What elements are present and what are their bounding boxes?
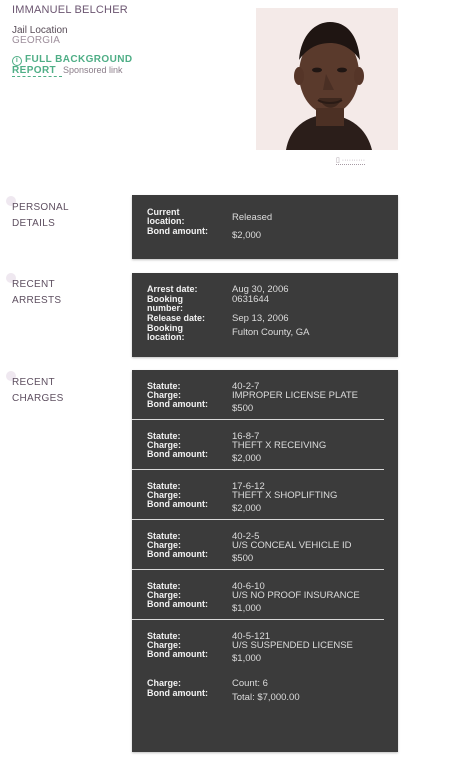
statute-value: 40-5-121: [232, 631, 271, 642]
charge-bond-row: [132, 450, 384, 464]
charge-bond-label: Bond amount:: [147, 449, 208, 459]
charge-label: Charge:: [147, 590, 182, 600]
charge-bond-row: [132, 400, 384, 414]
booking-location-label: Booking location:: [147, 323, 185, 342]
bond-value: $2,000: [232, 230, 262, 241]
charge-value: U/S NO PROOF INSURANCE: [232, 590, 360, 601]
mugshot-image: [256, 8, 398, 150]
statute-value: 16-8-7: [232, 431, 260, 442]
charge-bond-value: $2,000: [232, 503, 262, 514]
release-date-row: [132, 314, 398, 323]
booking-number-label: Booking number:: [147, 294, 183, 313]
statute-value: 17-6-12: [232, 481, 265, 492]
charge-bond-value: $2,000: [232, 453, 262, 464]
report-line-1: FULL BACKGROUND: [25, 54, 133, 65]
booking-number-row: [132, 295, 398, 313]
charge-label: Charge:: [147, 540, 182, 550]
release-date-label: Release date:: [147, 313, 206, 323]
personal-title-line1: PERSONAL: [12, 202, 69, 213]
personal-details-title: [12, 200, 69, 232]
charge-label: Charge:: [147, 440, 182, 450]
charge-bond-row: [132, 600, 384, 614]
link-underline: [12, 76, 62, 77]
statute-label: Statute:: [147, 581, 181, 591]
current-location-value: Released: [232, 212, 273, 223]
charges-list: [132, 370, 398, 669]
charge-label: Charge:: [147, 490, 182, 500]
booking-number-value: 0631644: [232, 294, 269, 305]
statute-label: Statute:: [147, 531, 181, 541]
info-icon: i: [12, 56, 22, 66]
sponsored-link-label: Sponsored link: [63, 65, 123, 75]
charge-value: THEFT X RECEIVING: [232, 440, 327, 451]
statute-label: Statute:: [147, 631, 181, 641]
summary-charge-row: [132, 679, 384, 688]
charge-block: [132, 470, 384, 520]
charge-block: [132, 420, 384, 470]
mugshot-photo: [256, 8, 398, 150]
summary-total: Total: $7,000.00: [232, 692, 300, 703]
arrest-date-label: Arrest date:: [147, 284, 198, 294]
charge-block: [132, 620, 384, 669]
arrests-title-line2: ARRESTS: [12, 295, 62, 306]
booking-location-row: [132, 324, 398, 342]
personal-details-card: [132, 195, 398, 259]
charge-value: U/S CONCEAL VEHICLE ID: [232, 540, 352, 551]
charge-label: Charge:: [147, 390, 182, 400]
arrest-date-row: [132, 285, 398, 294]
recent-charges-card: [132, 370, 398, 752]
charge-bond-label: Bond amount:: [147, 649, 208, 659]
charge-bond-value: $500: [232, 403, 254, 414]
photo-disclaimer-link[interactable]: ▯ ··········: [336, 157, 366, 164]
charge-bond-label: Bond amount:: [147, 599, 208, 609]
state-label: GEORGIA: [12, 35, 61, 46]
arrests-title-line1: RECENT: [12, 279, 55, 290]
charge-block: [132, 520, 384, 570]
statute-value: 40-2-7: [232, 381, 260, 392]
statute-label: Statute:: [147, 481, 181, 491]
charges-summary: [132, 669, 384, 708]
charge-bond-value: $1,000: [232, 603, 262, 614]
charge-value: THEFT X SHOPLIFTING: [232, 490, 338, 501]
charges-title-line2: CHARGES: [12, 393, 64, 404]
charge-block: [132, 570, 384, 620]
report-line-2: REPORT: [12, 65, 57, 76]
arrest-date-value: Aug 30, 2006: [232, 284, 289, 295]
charge-bond-value: $1,000: [232, 653, 262, 664]
charge-bond-row: [132, 550, 384, 564]
recent-arrests-title: [12, 277, 61, 309]
summary-count: Count: 6: [232, 678, 268, 689]
recent-arrests-card: [132, 273, 398, 357]
bond-row: [132, 227, 398, 241]
charge-label: Charge:: [147, 640, 182, 650]
bond-label: Bond amount:: [147, 226, 208, 236]
statute-label: Statute:: [147, 381, 181, 391]
charge-bond-value: $500: [232, 553, 254, 564]
charge-value: IMPROPER LICENSE PLATE: [232, 390, 358, 401]
summary-bond-row: [132, 689, 384, 703]
release-date-value: Sep 13, 2006: [232, 313, 289, 324]
booking-location-value: Fulton County, GA: [232, 327, 310, 338]
current-location-row: [132, 208, 398, 226]
summary-bond-label: Bond amount:: [147, 688, 208, 698]
charge-bond-row: [132, 650, 384, 664]
inmate-name: IMMANUEL BELCHER: [12, 4, 128, 16]
summary-charge-label: Charge:: [147, 678, 182, 688]
charge-bond-label: Bond amount:: [147, 499, 208, 509]
charge-block: [132, 370, 384, 420]
charge-bond-label: Bond amount:: [147, 399, 208, 409]
statute-value: 40-6-10: [232, 581, 265, 592]
jail-location-label: Jail Location: [12, 25, 68, 36]
statute-label: Statute:: [147, 431, 181, 441]
charge-bond-row: [132, 500, 384, 514]
recent-charges-title: [12, 375, 64, 407]
charges-title-line1: RECENT: [12, 377, 55, 388]
charge-value: U/S SUSPENDED LICENSE: [232, 640, 353, 651]
charge-bond-label: Bond amount:: [147, 549, 208, 559]
statute-value: 40-2-5: [232, 531, 260, 542]
current-location-label: Current location:: [147, 207, 185, 226]
personal-title-line2: DETAILS: [12, 218, 56, 229]
